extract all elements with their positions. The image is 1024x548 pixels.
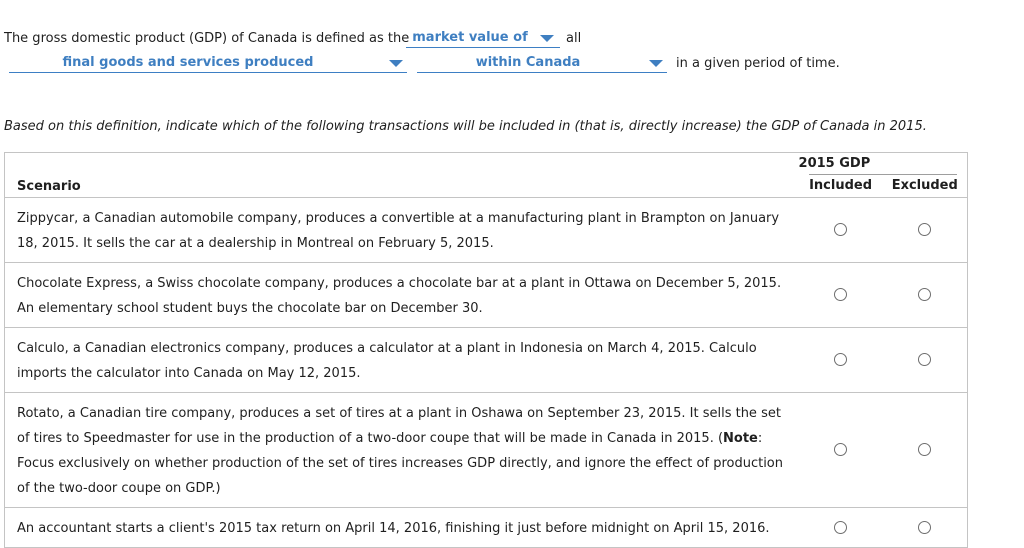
scenario-text-pre: Rotato, a Canadian tire company, produces a set of tires at a plant in Oshawa on September 23, 2015. It sells the set of tires to Speedmaster for use in the production of a two-door coupe that will be made in Canada in 2015. (	[17, 405, 781, 446]
table-row	[5, 392, 968, 507]
included-header: Included	[809, 178, 872, 194]
instruction-text: Based on this definition, indicate which of the following transactions will be included in (that is, directly increase) the GDP of Canada in 2015.	[4, 119, 927, 134]
radio-excluded[interactable]	[918, 443, 931, 456]
definition-suffix: in a given period of time.	[676, 56, 840, 71]
scenario-text	[5, 392, 799, 507]
excluded-cell	[883, 327, 968, 392]
included-cell	[799, 262, 883, 327]
table-row	[5, 262, 968, 327]
scenario-header: Scenario	[17, 178, 81, 194]
radio-excluded[interactable]	[918, 521, 931, 534]
included-cell	[799, 197, 883, 262]
chevron-down-icon	[540, 35, 554, 42]
table-row	[5, 197, 968, 262]
definition-prefix: The gross domestic product (GDP) of Canada is defined as the	[4, 31, 410, 46]
scenario-text-post: : Focus exclusively on whether production of the set of tires increases GDP directly, and ignore the effect of production of the two-door coupe on GDP.)	[17, 430, 784, 496]
radio-excluded[interactable]	[918, 223, 931, 236]
excluded-cell	[883, 197, 968, 262]
radio-excluded[interactable]	[918, 353, 931, 366]
gdp-scenario-table	[4, 152, 968, 548]
table-row	[5, 507, 968, 547]
radio-included[interactable]	[834, 353, 847, 366]
gdp-group-header-label: 2015 GDP	[798, 156, 871, 171]
dropdown-final-goods[interactable]	[9, 56, 407, 73]
radio-included[interactable]	[834, 443, 847, 456]
dropdown-market-value-label: market value of	[412, 30, 528, 45]
radio-included[interactable]	[834, 288, 847, 301]
radio-included[interactable]	[834, 521, 847, 534]
excluded-cell	[883, 262, 968, 327]
gdp-group-header	[799, 153, 968, 176]
radio-excluded[interactable]	[918, 288, 931, 301]
definition-all: all	[566, 31, 582, 46]
included-cell	[799, 327, 883, 392]
dropdown-within-canada-label: within Canada	[475, 55, 581, 70]
dropdown-final-goods-label: final goods and services produced	[62, 55, 314, 70]
excluded-cell	[883, 507, 968, 547]
table-row	[5, 327, 968, 392]
scenario-text: Calculo, a Canadian electronics company, produces a calculator at a plant in Indonesia on March 4, 2015. Calculo imports the calculator into Canada on May 12, 2015.	[5, 327, 799, 392]
radio-included[interactable]	[834, 223, 847, 236]
included-cell	[799, 507, 883, 547]
excluded-cell	[883, 392, 968, 507]
scenario-text: An accountant starts a client's 2015 tax return on April 14, 2016, finishing it just before midnight on April 15, 2016.	[5, 507, 799, 547]
scenario-text: Chocolate Express, a Swiss chocolate company, produces a chocolate bar at a plant in Ottawa on December 5, 2015. An elementary school student buys the chocolate bar on December 30.	[5, 262, 799, 327]
included-cell	[799, 392, 883, 507]
chevron-down-icon	[389, 60, 403, 67]
dropdown-within-canada[interactable]	[417, 56, 667, 73]
scenario-text: Zippycar, a Canadian automobile company, produces a convertible at a manufacturing plant in Brampton on January 18, 2015. It sells the car at a dealership in Montreal on February 5, 2015.	[5, 197, 799, 262]
excluded-header: Excluded	[891, 178, 958, 194]
dropdown-market-value[interactable]	[406, 31, 560, 48]
note-label: Note	[723, 430, 758, 446]
chevron-down-icon	[649, 60, 663, 67]
